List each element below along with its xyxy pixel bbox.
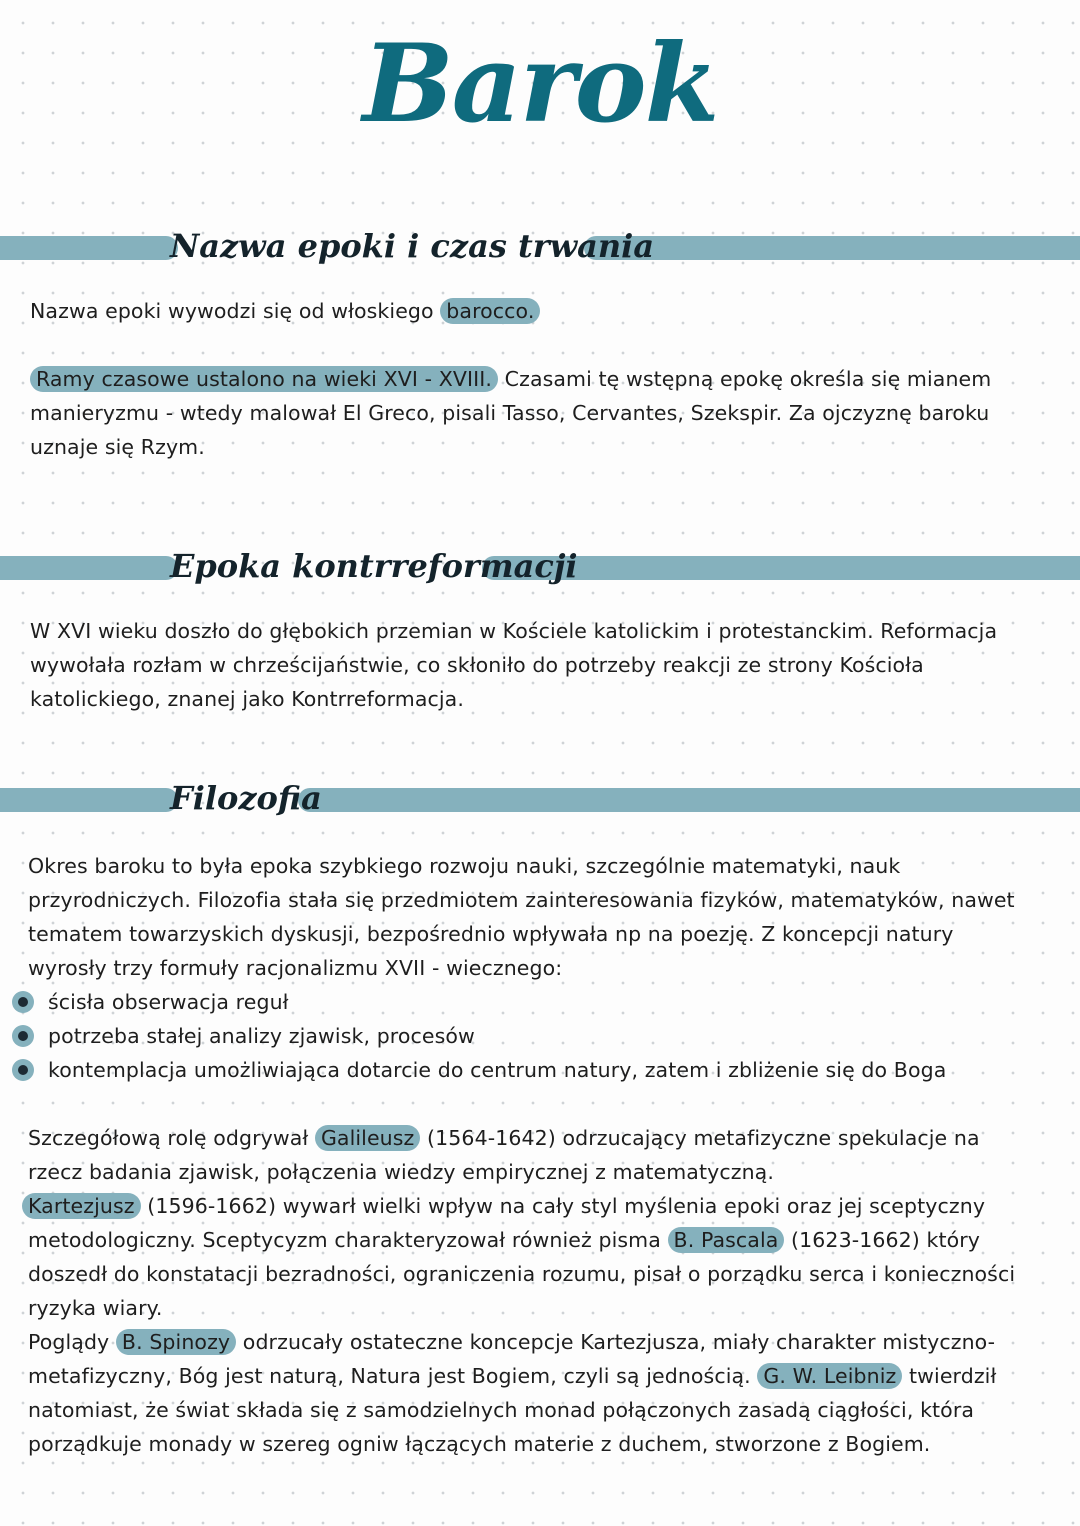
paragraph-origin <box>30 294 1040 328</box>
highlight-pascal: B. Pascala <box>668 1227 785 1253</box>
paragraph-timeframe <box>30 362 1040 464</box>
rationalism-list <box>28 985 1038 1087</box>
section-nazwa-epoki-content <box>30 294 1040 464</box>
list-item-text: kontemplacja umożliwiająca dotarcie do centrum natury, zatem i zbliżenie się do Boga <box>48 1058 947 1082</box>
text: Szczegółową rolę odgrywał <box>28 1126 309 1150</box>
highlight-leibniz: G. W. Leibniz <box>757 1363 902 1389</box>
text: odrzucały ostateczne koncepcje Kartezjusza, miały charakter mistyczno-metafizyczny, Bóg jest naturą, Natura jest Bogiem, czyli są jednością. <box>28 1330 996 1388</box>
text: (1623-1662) który doszedł do konstatacji bezradności, ograniczenia rozumu, pisał o porządku serca i konieczności ryzyka wiary. <box>28 1228 1016 1320</box>
list-item <box>20 985 1038 1019</box>
header-bar-left <box>0 236 178 260</box>
text: Czasami tę wstępną epokę określa się mianem manieryzmu - wtedy malował El Greco, pisali Tasso, Cervantes, Szekspir. Za ojczyznę baroku uznaje się Rzym. <box>30 367 992 459</box>
header-bar-left <box>0 788 178 812</box>
section-header-kontrreformacja <box>0 536 1080 596</box>
highlight-spinoza: B. Spinozy <box>116 1329 236 1355</box>
section-header-nazwa-epoki <box>0 216 1080 276</box>
text: Poglądy <box>28 1330 110 1354</box>
header-bar-left <box>0 556 178 580</box>
list-item <box>20 1019 1038 1053</box>
list-item-text: potrzeba stałej analizy zjawisk, procesów <box>48 1024 475 1048</box>
section-kontrreformacja-content <box>30 614 1040 716</box>
highlight-timeframe: Ramy czasowe ustalono na wieki XVI - XVIII. <box>30 366 498 392</box>
text: twierdził natomiast, że świat składa się z samodzielnych monad połączonych zasadą ciągłości, która porządkuje monady w szereg ogniw łączących materie z duchem, stworzone z Bogiem. <box>28 1364 997 1456</box>
highlight-barocco: barocco. <box>440 298 540 324</box>
highlight-kartezjusz: Kartezjusz <box>22 1193 141 1219</box>
bullet-icon <box>12 991 34 1013</box>
paragraph-philosophers <box>28 1121 1038 1461</box>
bullet-icon <box>12 1025 34 1047</box>
header-bar-right <box>298 788 1080 812</box>
page-title: Barok <box>362 21 718 147</box>
list-item <box>20 1053 1038 1087</box>
bullet-icon <box>12 1059 34 1081</box>
text: (1596-1662) wywarł wielki wpływ na cały styl myślenia epoki oraz jej sceptyczny metodologiczny. Sceptycyzm charakteryzował również pisma <box>28 1194 986 1252</box>
section-heading: Nazwa epoki i czas trwania <box>170 227 655 265</box>
list-item-text: ścisła obserwacja reguł <box>48 990 289 1014</box>
section-header-filozofia <box>0 768 1080 828</box>
section-heading: Filozofia <box>170 779 322 817</box>
section-heading: Epoka kontrreformacji <box>170 547 578 585</box>
paragraph-reformation: W XVI wieku doszło do głębokich przemian w Kościele katolickim i protestanckim. Reformacja wywołała rozłam w chrześcijaństwie, co skłoniło do potrzeby reakcji ze strony Kościoła katolickiego, znanej jako Kontrreformacja. <box>30 619 998 711</box>
header-bar-right <box>584 236 1080 260</box>
section-filozofia-content <box>28 849 1038 1461</box>
paragraph-intro: Okres baroku to była epoka szybkiego rozwoju nauki, szczególnie matematyki, nauk przyrodniczych. Filozofia stała się przedmiotem zainteresowania fizyków, matematyków, nawet tematem towarzyskich dyskusji, bezpośrednio wpływała np na poezję. Z koncepcji natury wyrosły trzy formuły racjonalizmu XVII - wiecznego: <box>28 854 1015 980</box>
text: (1564-1642) odrzucający metafizyczne spekulacje na rzecz badania zjawisk, połączenia wiedzy empirycznej z matematyczną. <box>28 1126 980 1184</box>
text: Nazwa epoki wywodzi się od włoskiego <box>30 299 434 323</box>
highlight-galileusz: Galileusz <box>315 1125 420 1151</box>
